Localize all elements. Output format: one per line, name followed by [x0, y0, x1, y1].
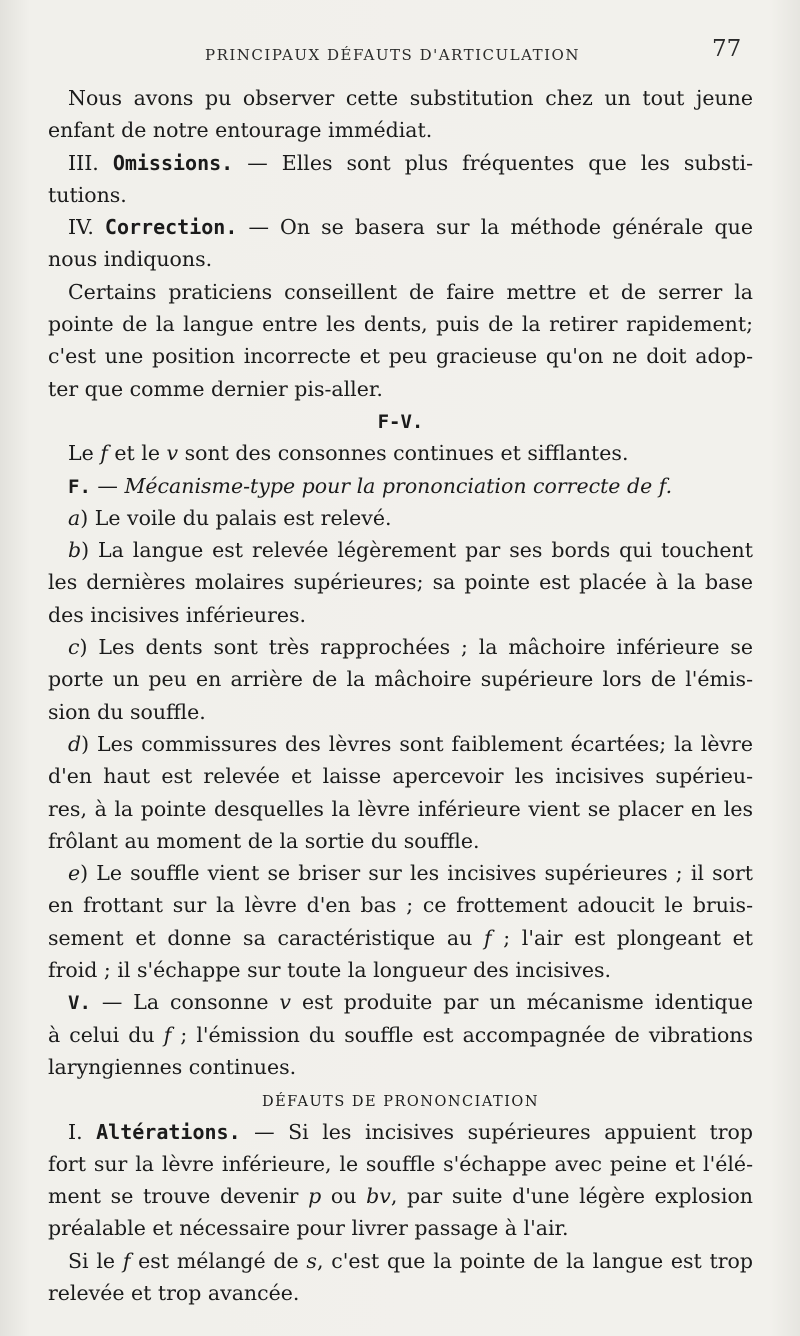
omissions-line	[48, 147, 753, 179]
section-heading-fv: F-V.	[377, 410, 424, 433]
paragraph-line: laryngiennes continues.	[48, 1054, 297, 1079]
paragraph-text: — Elles sont plus fréquentes que les substi-	[233, 150, 753, 175]
paragraph-line: d'en haut est relevée et laisse apercevoir les incisives supérieu-	[48, 764, 753, 789]
item-a: a) Le voile du palais est relevé.	[68, 505, 392, 530]
paragraph-line: pointe de la langue entre les dents, puis de la retirer rapidement;	[48, 312, 753, 337]
item-c: c) Les dents sont très rapprochées ; la mâchoire inférieure se	[68, 635, 753, 660]
fv-line: Le f et le v sont des consonnes continues et sifflantes.	[68, 441, 629, 466]
paragraph-line: préalable et nécessaire pour livrer passage à l'air.	[48, 1216, 569, 1241]
item-d: d) Les commissures des lèvres sont faiblement écartées; la lèvre	[68, 731, 753, 756]
omissions-heading: Omissions.	[112, 150, 234, 175]
paragraph-line: ment se trouve devenir p ou bv, par suite d'une légère explosion	[48, 1184, 753, 1209]
item-e: e) Le souffle vient se briser sur les incisives supérieures ; il sort	[68, 861, 753, 886]
alterations-heading: Altérations.	[96, 1119, 241, 1144]
paragraph-line: nous indiquons.	[48, 247, 213, 272]
correction-line	[48, 211, 753, 243]
mecanisme-heading: Mécanisme-type pour la prononciation correcte de f.	[124, 473, 673, 498]
subheading-defauts: DÉFAUTS DE PRONONCIATION	[261, 1094, 540, 1111]
paragraph-line: enfant de notre entourage immédiat.	[48, 118, 433, 143]
alterations-line: I. Altérations. — Si les incisives supérieures appuient trop	[68, 1119, 753, 1144]
paragraph-line: tutions.	[48, 182, 127, 207]
section-number: IV.	[68, 215, 105, 240]
paragraph-line: à celui du f ; l'émission du souffle est accompagnée de vibrations	[48, 1022, 753, 1047]
section-number: III.	[68, 150, 113, 175]
paragraph-line: relevée et trop avancée.	[48, 1280, 300, 1305]
page-body	[48, 82, 753, 1309]
paragraph-line: res, à la pointe desquelles la lèvre inférieure vient se placer en les	[48, 796, 753, 821]
v-line: V. — La consonne v est produite par un mécanisme identique	[68, 990, 753, 1015]
mecanisme-line: F. — Mécanisme-type pour la prononciation correcte de f.	[68, 473, 673, 498]
paragraph-line: des incisives inférieures.	[48, 602, 307, 627]
paragraph-line: ter que comme dernier pis-aller.	[48, 376, 383, 401]
paragraph-line: sion du souffle.	[48, 699, 206, 724]
page-header	[0, 36, 800, 72]
last-paragraph-line: Si le f est mélangé de s, c'est que la pointe de la langue est trop	[68, 1248, 753, 1273]
running-title: PRINCIPAUX DÉFAUTS D'ARTICULATION	[205, 46, 580, 64]
paragraph-line: Nous avons pu observer cette substitution chez un tout jeune	[68, 86, 753, 110]
correction-heading: Correction.	[104, 215, 238, 240]
paragraph-line: sement et donne sa caractéristique au f ; l'air est plongeant et	[48, 925, 753, 950]
item-b: b) La langue est relevée légèrement par ses bords qui touchent	[68, 538, 753, 563]
page-number: 77	[712, 36, 742, 62]
paragraph-line: les dernières molaires supérieures; sa pointe est placée à la base	[48, 570, 753, 595]
paragraph-line: froid ; il s'échappe sur toute la longueur des incisives.	[48, 958, 612, 983]
paragraph-text: — On se basera sur la méthode générale que	[237, 215, 753, 240]
paragraph-line: c'est une position incorrecte et peu gracieuse qu'on ne doit adop-	[48, 344, 753, 369]
paragraph-line: porte un peu en arrière de la mâchoire supérieure lors de l'émis-	[48, 667, 753, 692]
paragraph-line: frôlant au moment de la sortie du souffle.	[48, 828, 480, 853]
paragraph-line: fort sur la lèvre inférieure, le souffle s'échappe avec peine et l'élé-	[48, 1151, 753, 1176]
paragraph-line: Certains praticiens conseillent de faire mettre et de serrer la	[68, 279, 753, 304]
paragraph-line: en frottant sur la lèvre d'en bas ; ce frottement adoucit le bruis-	[48, 893, 753, 918]
